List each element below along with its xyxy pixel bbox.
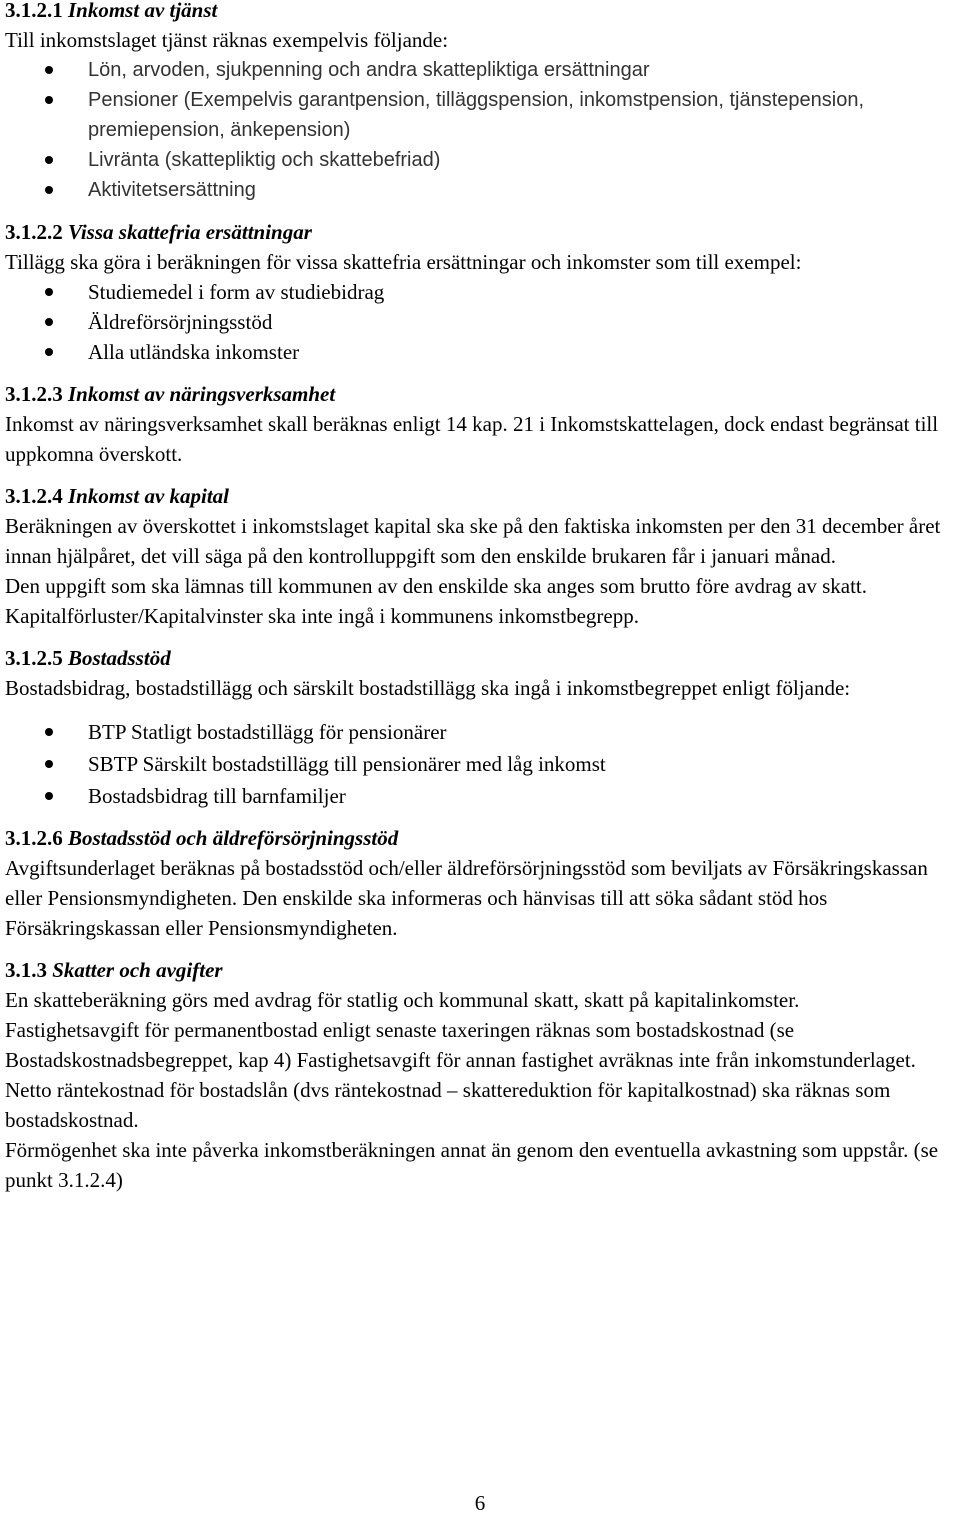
page-number: 6 <box>474 1491 486 1515</box>
section-body-3123: Inkomst av näringsverksamhet skall beräknas enligt 14 kap. 21 i Inkomstskattelagen, dock endast begränsat till uppkomna överskott. <box>5 412 939 466</box>
bullet-icon <box>45 186 53 194</box>
bullet-list-3125 <box>5 717 955 811</box>
section-heading-3121: 3.1.2.1 Inkomst av tjänst <box>5 0 218 22</box>
section-intro-3125: Bostadsbidrag, bostadstillägg och särskilt bostadstillägg ska ingå i inkomstbegreppet enligt följande: <box>5 676 851 700</box>
section-intro-3122: Tillägg ska göra i beräkningen för vissa skattefria ersättningar och inkomster som till exempel: <box>5 250 802 274</box>
list-item: SBTP Särskilt bostadstillägg till pensionärer med låg inkomst <box>5 749 955 779</box>
list-item: Pensioner (Exempelvis garantpension, tilläggspension, inkomstpension, tjänstepension, premiepension, änkepension) <box>5 85 955 145</box>
list-item: Lön, arvoden, sjukpenning och andra skattepliktiga ersättningar <box>5 55 955 85</box>
paragraph: Kapitalförluster/Kapitalvinster ska inte ingå i kommunens inkomstbegrepp. <box>5 604 639 628</box>
bullet-list-3121 <box>5 55 955 205</box>
bullet-icon <box>45 156 53 164</box>
section-heading-313: 3.1.3 Skatter och avgifter <box>5 958 223 982</box>
list-item: BTP Statligt bostadstillägg för pensionärer <box>5 717 955 747</box>
paragraph: En skatteberäkning görs med avdrag för statlig och kommunal skatt, skatt på kapitalinkomster. <box>5 988 800 1012</box>
paragraph: Förmögenhet ska inte påverka inkomstberäkningen annat än genom den eventuella avkastning som uppstår. (se punkt 3.1.2.4) <box>5 1138 939 1192</box>
section-heading-3123: 3.1.2.3 Inkomst av näringsverksamhet <box>5 382 336 406</box>
bullet-icon <box>45 792 53 800</box>
bullet-icon <box>45 318 53 326</box>
list-item: Bostadsbidrag till barnfamiljer <box>5 781 955 811</box>
bullet-icon <box>45 288 53 296</box>
bullet-icon <box>45 760 53 768</box>
bullet-icon <box>45 728 53 736</box>
section-intro-3121: Till inkomstslaget tjänst räknas exempelvis följande: <box>5 28 449 52</box>
bullet-icon <box>45 348 53 356</box>
section-heading-3126: 3.1.2.6 Bostadsstöd och äldreförsörjningsstöd <box>5 826 399 850</box>
list-item: Äldreförsörjningsstöd <box>5 307 955 337</box>
section-heading-3125: 3.1.2.5 Bostadsstöd <box>5 646 171 670</box>
section-heading-3124: 3.1.2.4 Inkomst av kapital <box>5 484 230 508</box>
bullet-icon <box>45 96 53 104</box>
section-heading-3122: 3.1.2.2 Vissa skattefria ersättningar <box>5 220 312 244</box>
list-item: Studiemedel i form av studiebidrag <box>5 277 955 307</box>
section-body-3126: Avgiftsunderlaget beräknas på bostadsstöd och/eller äldreförsörjningsstöd som beviljats av Försäkringskassan eller Pensionsmyndigheten. Den enskilde ska informeras och hänvisas till att söka sådant stöd hos Försäkringskassan eller Pensionsmyndigheten. <box>5 856 928 940</box>
list-item: Livränta (skattepliktig och skattebefriad) <box>5 145 955 175</box>
paragraph: Beräkningen av överskottet i inkomstslaget kapital ska ske på den faktiska inkomsten per den 31 december året innan hjälpåret, det vill säga på den kontrolluppgift som den enskilde brukaren får i januari månad. <box>5 514 941 568</box>
document-page <box>5 0 955 1195</box>
bullet-icon <box>45 66 53 74</box>
list-item: Aktivitetsersättning <box>5 175 955 205</box>
list-item: Alla utländska inkomster <box>5 337 955 367</box>
bullet-list-3122 <box>5 277 955 367</box>
paragraph: Den uppgift som ska lämnas till kommunen av den enskilde ska anges som brutto före avdrag av skatt. <box>5 574 867 598</box>
paragraph: Fastighetsavgift för permanentbostad enligt senaste taxeringen räknas som bostadskostnad (se Bostadskostnadsbegreppet, kap 4) Fastighetsavgift för annan fastighet avräknas inte från inkomstunderlaget. Netto räntekostnad för bostadslån (dvs räntekostnad – skattereduktion för kapitalkostnad) ska räknas som bostadskostnad. <box>5 1018 916 1132</box>
